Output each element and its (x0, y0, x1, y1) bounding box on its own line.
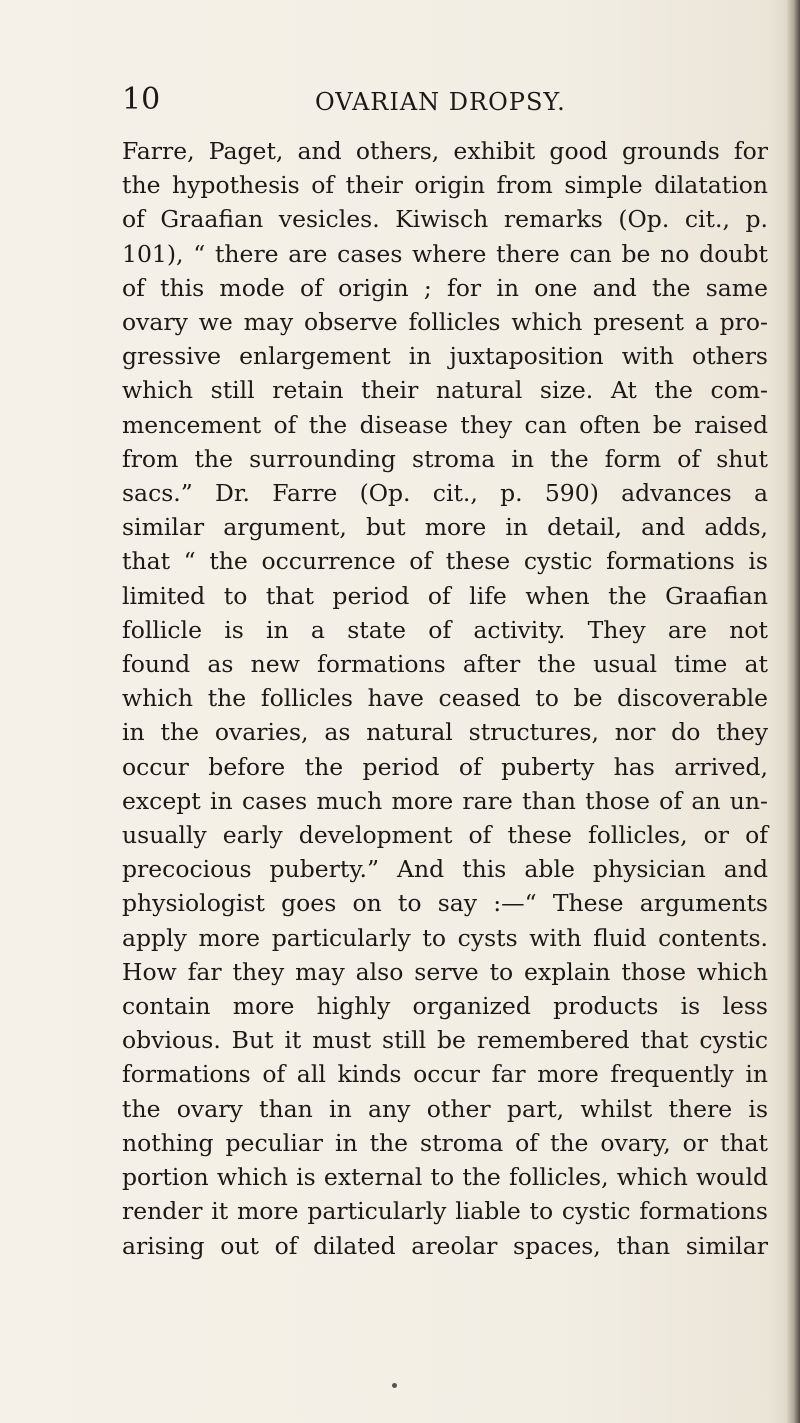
text-line: obvious. But it must still be remembered that cystic (122, 1026, 768, 1055)
text-line: which still retain their natural size. At the com- (122, 376, 768, 405)
text-line: formations of all kinds occur far more frequently in (122, 1060, 768, 1089)
text-line: Farre, Paget, and others, exhibit good grounds for (122, 137, 768, 165)
text-line: How far they may also serve to explain those which (122, 957, 768, 986)
text-line: from the surrounding stroma in the form of shut (122, 444, 768, 473)
text-line: limited to that period of life when the Graafian (122, 581, 768, 610)
text-line: portion which is external to the follicles, which would (122, 1163, 768, 1192)
text-line: the ovary than in any other part, whilst there is (122, 1094, 768, 1123)
text-line: usually early development of these follicles, or of (122, 821, 768, 850)
ink-speck (392, 1383, 397, 1388)
text-line: that “ the occurrence of these cystic formations is (122, 547, 768, 576)
text-line: sacs.” Dr. Farre (Op. cit., p. 590) advances a (122, 479, 768, 508)
text-line: ovary we may observe follicles which present a pro- (122, 308, 768, 337)
text-line: precocious puberty.” And this able physician and (122, 855, 768, 884)
text-line: contain more highly organized products is less (122, 992, 768, 1021)
text-line: of this mode of origin ; for in one and the same (122, 273, 768, 302)
text-line: found as new formations after the usual time at (122, 650, 768, 679)
page-number: 10 (122, 82, 161, 117)
text-line: follicle is in a state of activity. They are not (122, 615, 768, 644)
text-line: which the follicles have ceased to be discoverable (122, 684, 768, 713)
text-line: physiologist goes on to say :—“ These arguments (122, 889, 768, 918)
text-line: of Graafian vesicles. Kiwisch remarks (Op. cit., p. (122, 205, 768, 234)
body-paragraph (122, 134, 768, 1263)
text-line: similar argument, but more in detail, and adds, (122, 513, 768, 542)
text-line: in the ovaries, as natural structures, nor do they (122, 718, 768, 747)
page-header (0, 80, 800, 120)
running-title: OVARIAN DROPSY. (315, 88, 566, 116)
text-line: arising out of dilated areolar spaces, than similar (122, 1231, 768, 1260)
text-line: apply more particularly to cysts with fluid contents. (122, 923, 768, 952)
text-line: render it more particularly liable to cystic formations (122, 1197, 768, 1226)
text-line: mencement of the disease they can often be raised (122, 410, 768, 439)
page-binding-shadow (786, 0, 800, 1423)
text-line: nothing peculiar in the stroma of the ovary, or that (122, 1128, 768, 1157)
text-line: gressive enlargement in juxtaposition with others (122, 342, 768, 371)
text-line: except in cases much more rare than those of an un- (122, 786, 768, 815)
text-line: the hypothesis of their origin from simple dilatation (122, 171, 768, 200)
text-line: occur before the period of puberty has arrived, (122, 752, 768, 781)
text-line: 101), “ there are cases where there can be no doubt (122, 239, 768, 268)
